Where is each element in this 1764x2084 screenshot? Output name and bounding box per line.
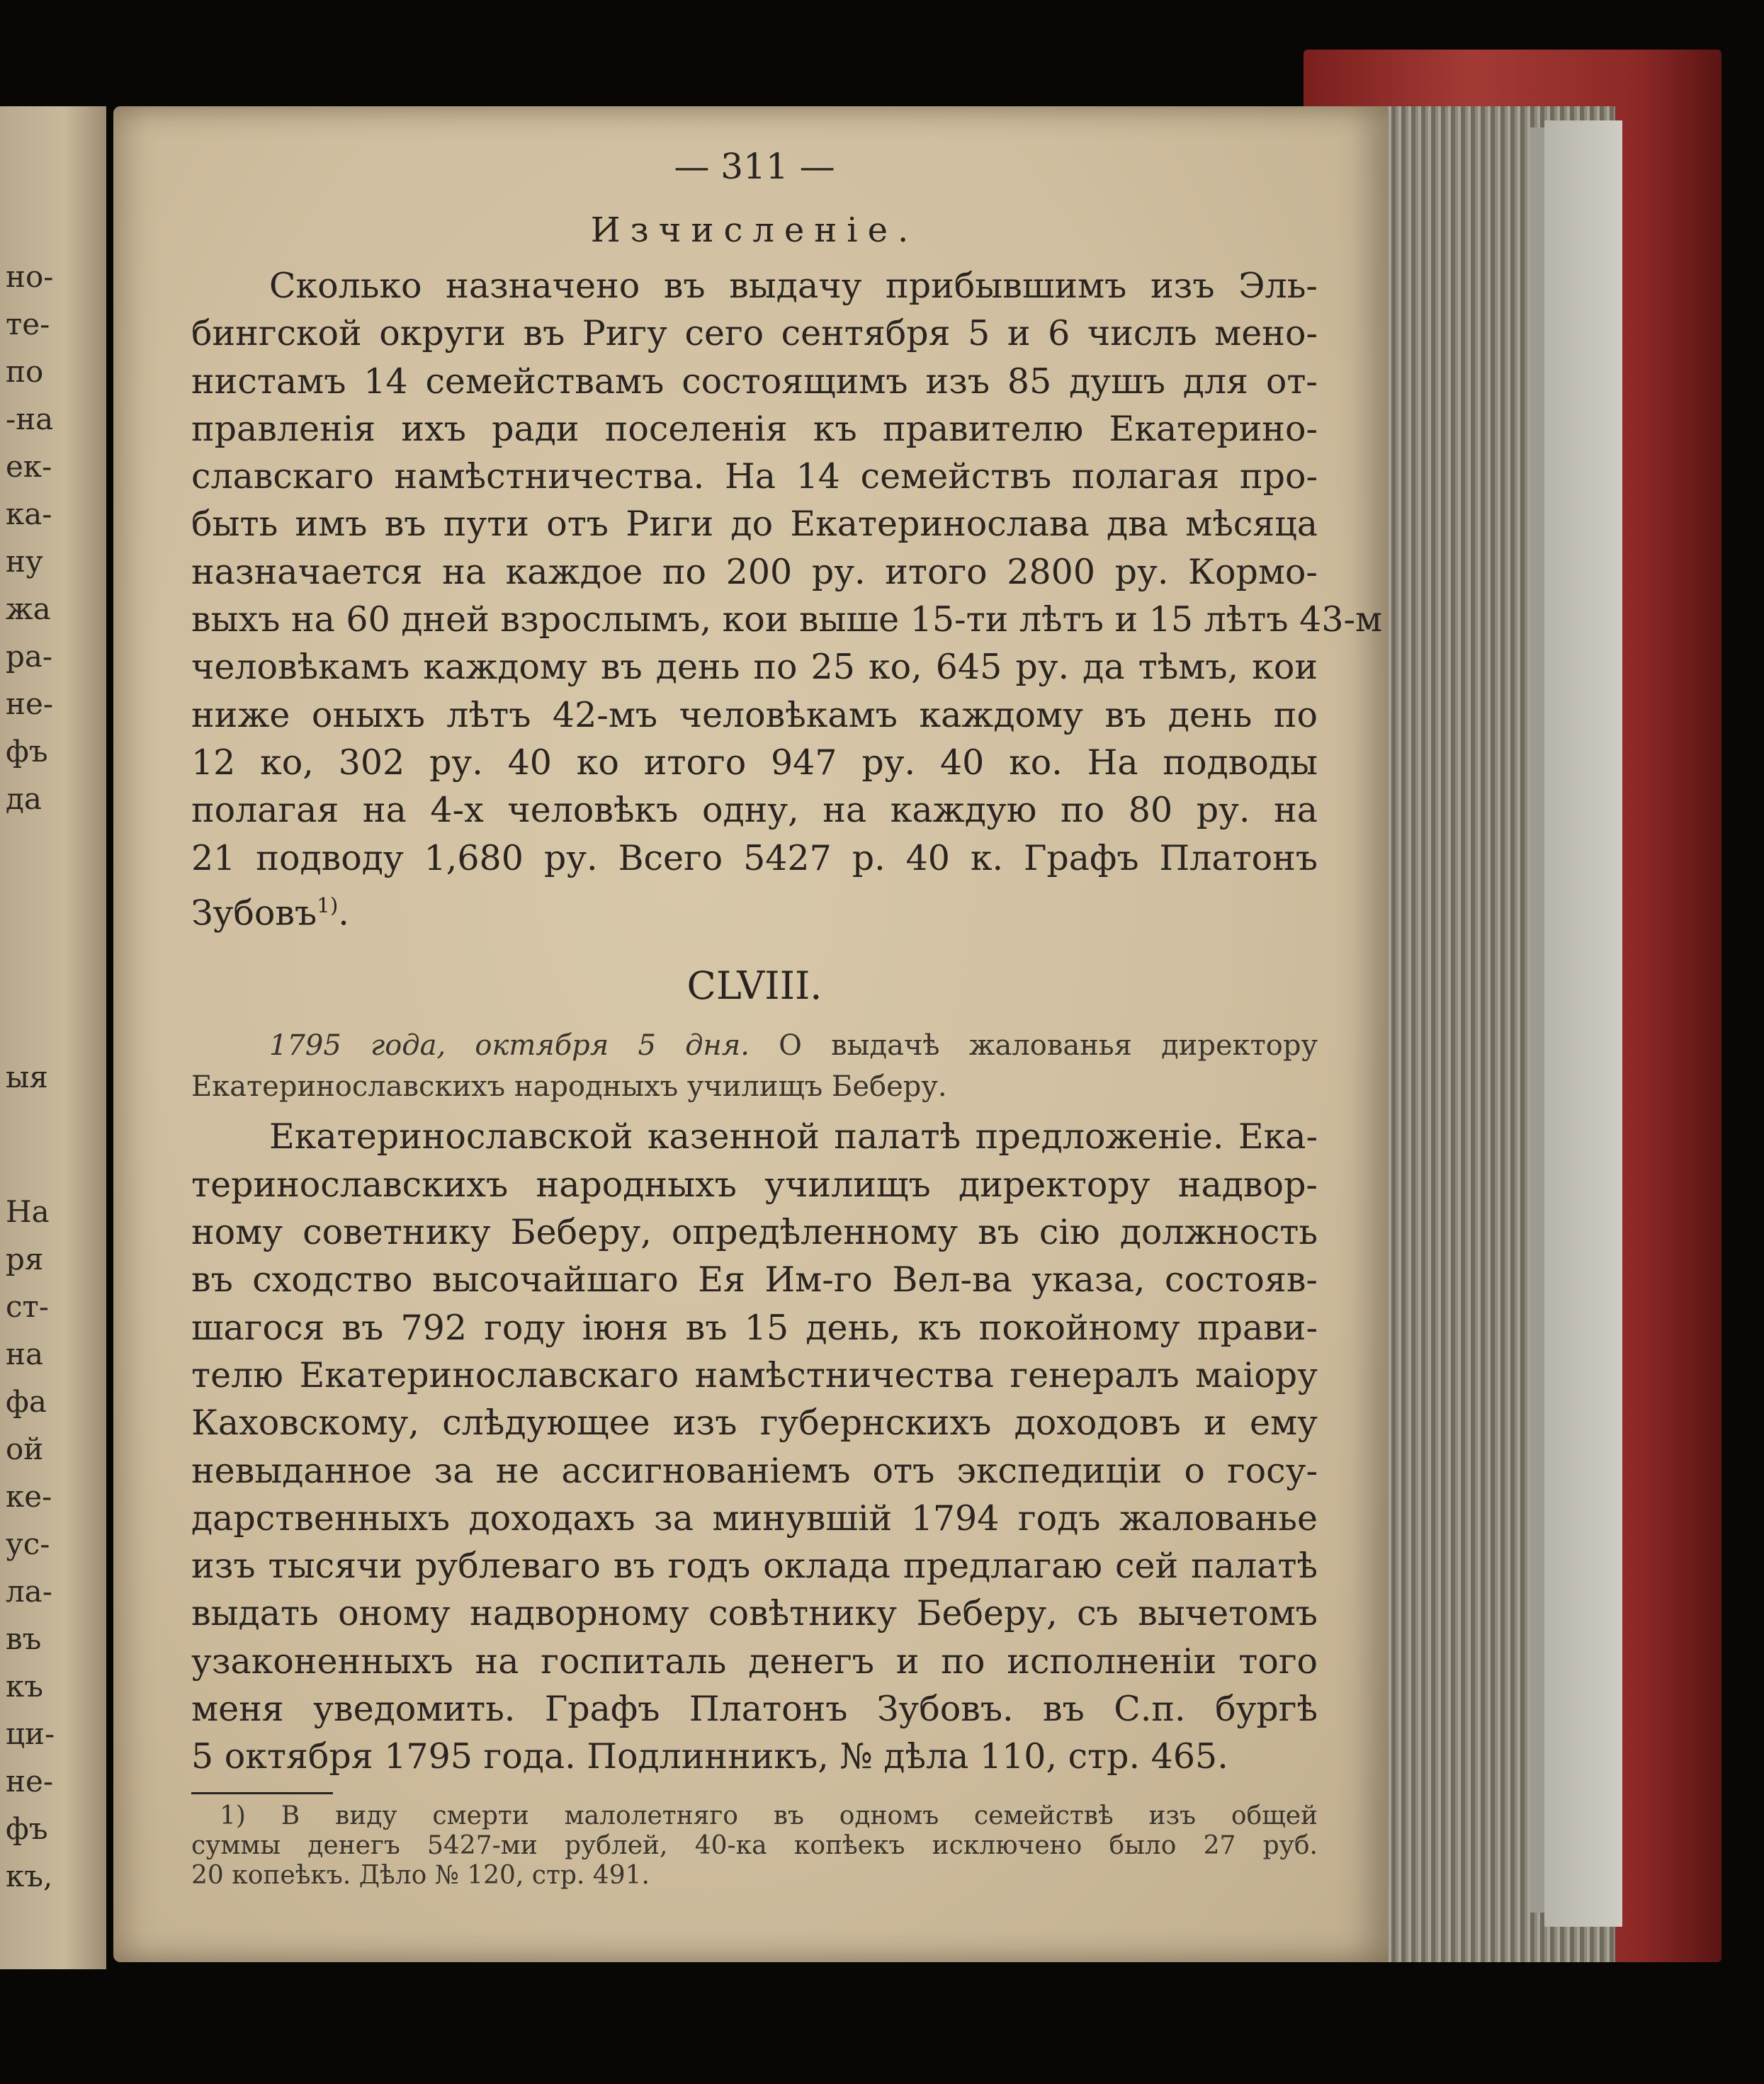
left-fragment-top: те- xyxy=(6,307,50,341)
paragraph-calculation-line: нистамъ 14 семействамъ состоящимъ изъ 85 душъ для от- xyxy=(191,361,1318,402)
left-fragment-bottom: ла- xyxy=(6,1574,52,1609)
left-fragment-top: жа xyxy=(6,591,51,626)
left-fragment-bottom: къ xyxy=(6,1669,43,1704)
left-fragment-top: ну xyxy=(6,544,43,579)
paragraph-proposal-line: дарственныхъ доходахъ за минувшій 1794 годъ жалованье xyxy=(191,1497,1318,1539)
document-summary xyxy=(191,1025,1318,1107)
paragraph-calculation-line: полагая на 4-х человѣкъ одну, на каждую по 80 ру. на xyxy=(191,790,1318,831)
paragraph-calculation-line: ниже оныхъ лѣтъ 42-мъ человѣкамъ каждому въ день по xyxy=(191,694,1318,735)
paragraph-calculation-line: Сколько назначено въ выдачу прибывшимъ изъ Эль- xyxy=(269,266,1318,306)
paragraph-proposal-line: 5 октября 1795 года. Подлинникъ, № дѣла 110, стр. 465. xyxy=(191,1736,1228,1777)
left-fragment-bottom: къ, xyxy=(6,1859,53,1893)
paragraph-proposal-line: выдать оному надворному совѣтнику Беберу, съ вычетомъ xyxy=(191,1593,1318,1634)
paragraph-proposal-line: Каховскому, слѣдующее изъ губернскихъ доходовъ и ему xyxy=(191,1403,1318,1444)
footnote-reference: 1) xyxy=(317,893,339,917)
section-number: CLVIII. xyxy=(686,963,822,1009)
paragraph-calculation-last-text: Зубовъ xyxy=(191,893,317,934)
summary-date: 1795 года, октября 5 дня. xyxy=(269,1029,750,1063)
left-fragment-top: ек- xyxy=(6,449,52,484)
page-stack-light xyxy=(1544,120,1622,1927)
paragraph-calculation-line: назначается на каждое по 200 ру. итого 2800 ру. Кормо- xyxy=(191,551,1318,592)
summary-line-2: Екатеринославскихъ народныхъ училищъ Беберу. xyxy=(191,1070,947,1104)
left-fragment-top: -на xyxy=(6,402,54,436)
page-content xyxy=(191,135,1383,1891)
paragraph-proposal-line: телю Екатеринославскаго намѣстничества генералъ маіору xyxy=(191,1354,1318,1395)
left-fragment-top: фъ xyxy=(6,734,48,769)
paragraph-proposal-line: узаконенныхъ на госпиталь денегъ и по исполненіи того xyxy=(191,1641,1318,1682)
footnote-line: суммы денегъ 5427-ми рублей, 40-ка копѣекъ исключено было 27 руб. xyxy=(191,1830,1318,1860)
left-fragment-bottom: ци- xyxy=(6,1716,55,1751)
page-number: — 311 — xyxy=(674,146,835,187)
paragraph-proposal xyxy=(191,1113,1318,1780)
heading-calculation: Изчисленіе. xyxy=(590,210,919,250)
left-fragment-bottom: ст- xyxy=(6,1289,49,1324)
paragraph-proposal-line: шагося въ 792 году іюня въ 15 день, къ покойному прави- xyxy=(191,1307,1318,1348)
paragraph-proposal-line: Екатеринославской казенной палатѣ предложеніе. Ека- xyxy=(269,1116,1318,1157)
paragraph-calculation-line: выхъ на 60 дней взрослымъ, кои выше 15-ти лѣтъ и 15 лѣтъ 43-м xyxy=(191,599,1383,640)
left-fragment-top: но- xyxy=(6,259,54,294)
left-fragment-bottom: фъ xyxy=(6,1811,48,1846)
summary-line-1-rest: О выдачѣ жалованья директору xyxy=(749,1029,1318,1063)
left-fragment-bottom: ус- xyxy=(6,1527,50,1561)
left-fragment-mid: ыя xyxy=(6,1060,48,1094)
summary-line-1 xyxy=(191,1025,1318,1066)
left-fragment-bottom: ря xyxy=(6,1242,44,1276)
left-page-fragment xyxy=(0,106,106,1969)
book-page xyxy=(113,106,1389,1962)
left-fragment-top: ра- xyxy=(6,639,53,674)
paragraph-calculation-line: славскаго намѣстничества. На 14 семействъ полагая про- xyxy=(191,456,1318,497)
left-fragment-bottom: На xyxy=(6,1194,50,1229)
left-fragment-bottom: въ xyxy=(6,1621,42,1656)
left-fragment-top: да xyxy=(6,781,42,816)
paragraph-calculation-line: быть имъ въ пути отъ Риги до Екатеринослава два мѣсяца xyxy=(191,504,1318,545)
left-fragment-top: не- xyxy=(6,686,54,721)
paragraph-calculation-line: 12 ко, 302 ру. 40 ко итого 947 ру. 40 ко. На подводы xyxy=(191,742,1318,783)
paragraph-calculation-end: . xyxy=(338,893,349,934)
paragraph-proposal-line: въ сходство высочайшаго Ея Им-го Вел-ва указа, состояв- xyxy=(191,1259,1318,1301)
left-fragment-top: по xyxy=(6,354,44,389)
paragraph-proposal-line: меня уведомить. Графъ Платонъ Зубовъ. въ С.п. бургѣ xyxy=(191,1689,1318,1730)
paragraph-calculation-line: человѣкамъ каждому въ день по 25 ко, 645 ру. да тѣмъ, кои xyxy=(191,647,1318,688)
left-fragment-bottom: ке- xyxy=(6,1479,52,1514)
paragraph-calculation-line xyxy=(191,882,1318,937)
paragraph-proposal-line: ному советнику Беберу, опредѣленному въ сію должность xyxy=(191,1212,1318,1253)
left-fragment-bottom: не- xyxy=(6,1764,54,1799)
paragraph-calculation-line: 21 подводу 1,680 ру. Всего 5427 р. 40 к. Графъ Платонъ xyxy=(191,837,1318,878)
paragraph-proposal-line: изъ тысячи рублеваго въ годъ оклада предлагаю сей палатѣ xyxy=(191,1546,1318,1587)
footnote-rule xyxy=(191,1792,333,1794)
footnote xyxy=(191,1801,1318,1891)
footnote-line: 20 копеѣкъ. Дѣло № 120, стр. 491. xyxy=(191,1860,650,1890)
left-fragment-bottom: на xyxy=(6,1337,44,1371)
paragraph-proposal-line: невыданное за не ассигнованіемъ отъ экспедиціи о госу- xyxy=(191,1450,1318,1491)
left-fragment-top: ка- xyxy=(6,497,52,531)
left-fragment-bottom: фа xyxy=(6,1384,47,1419)
paragraph-calculation-line: правленія ихъ ради поселенія къ правителю Екатерино- xyxy=(191,408,1318,449)
paragraph-calculation-line: бингской округи въ Ригу сего сентября 5 и 6 числъ мено- xyxy=(191,313,1318,354)
footnote-line: 1) В виду смерти малолетняго въ одномъ семействѣ изъ общей xyxy=(220,1801,1318,1830)
paragraph-calculation xyxy=(191,262,1383,936)
paragraph-proposal-line: теринославскихъ народныхъ училищъ директору надвор- xyxy=(191,1164,1318,1205)
left-fragment-bottom: ой xyxy=(6,1432,44,1466)
